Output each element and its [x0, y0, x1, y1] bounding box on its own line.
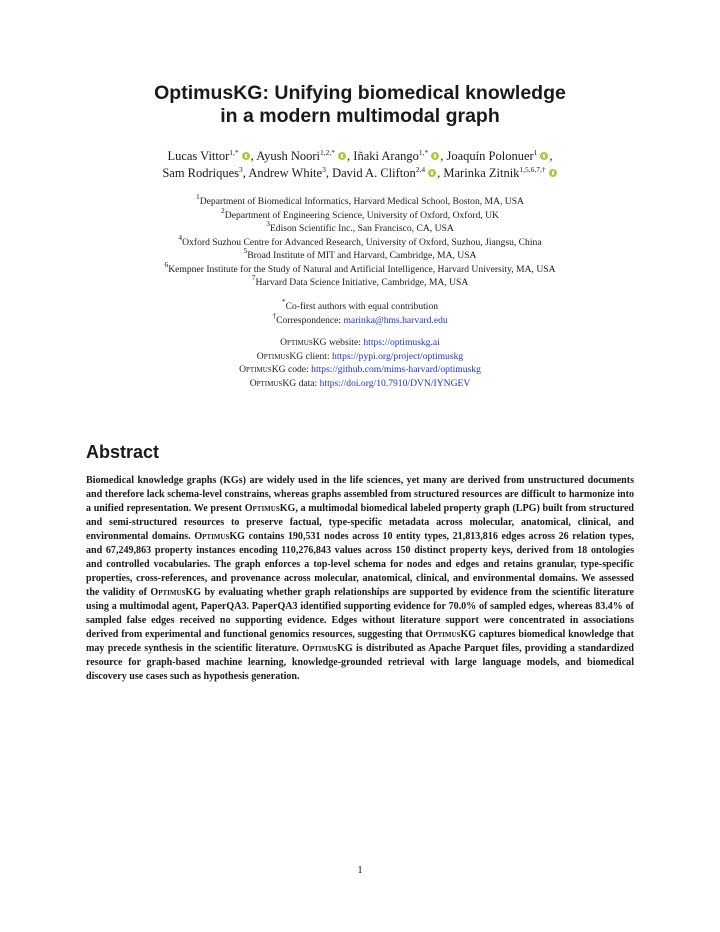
affiliation-list: [0, 192, 720, 290]
smallcaps-name: Optimus: [425, 629, 461, 640]
affiliation-text: Oxford Suzhou Centre for Advanced Research, University of Oxford, Suzhou, Jiangsu, China: [182, 236, 542, 248]
resource-url-link[interactable]: https://pypi.org/project/optimuskg: [332, 350, 464, 362]
author-separator: ,: [347, 149, 354, 163]
author-separator: ,: [440, 149, 447, 163]
author-separator: ,: [250, 149, 257, 163]
resource-link-row: [0, 377, 720, 391]
resource-link-row: [0, 363, 720, 377]
page-number: 1: [357, 864, 363, 876]
affiliation: [0, 205, 720, 223]
smallcaps-name: Optimus: [194, 531, 230, 542]
author-name: Sam Rodriques: [162, 166, 240, 180]
smallcaps-name: Optimus: [302, 643, 338, 654]
affiliation-number: 3: [266, 219, 270, 228]
affiliation-text: Harvard Data Science Initiative, Cambridge, MA, USA: [255, 277, 469, 288]
author-name: Andrew White: [248, 166, 323, 180]
text-run: KG captures biomedical knowledge that may precede synthesis in the scientific literature.: [86, 629, 634, 654]
affiliation-text: Kempner Institute for the Study of Natural and Artificial Intelligence, Harvard University, MA, USA: [168, 263, 556, 275]
affiliation-number: 4: [178, 232, 183, 242]
corr-mark: †: [272, 310, 277, 320]
author-affil-sup: 1,2,*: [320, 148, 336, 157]
affiliation-number: 6: [164, 259, 169, 269]
orcid-icon[interactable]: [431, 152, 439, 160]
orcid-icon[interactable]: [549, 169, 557, 177]
author-affil-sup: 1,*: [229, 148, 239, 157]
text-run: KG website:: [312, 337, 364, 348]
paper-title: [0, 82, 720, 128]
author-line: [0, 148, 720, 165]
resource-link-row: [0, 336, 720, 350]
author-separator: ,: [325, 166, 333, 180]
author-name: Ayush Noori: [256, 149, 321, 163]
affiliation-text: Department of Engineering Science, University of Oxford, Oxford, UK: [224, 209, 499, 221]
author-list: [0, 148, 720, 182]
corr-label: Correspondence:: [276, 314, 344, 326]
title-line-2: in a modern multimodal graph: [220, 105, 500, 127]
smallcaps-name: Optimus: [150, 587, 186, 598]
author-affil-sup: 1,*: [418, 148, 429, 157]
affiliation-text: Edison Scientific Inc., San Francisco, CA, USA: [269, 223, 454, 234]
text-run: KG contains 190,531 nodes across 10 entity types, 21,813,816 edges across 26 relation types, and 67,249,863 property instances encoding 110,276,843 values across 150 distinct property keys, derived from 18 ontologies and controlled vocabularies. The graph enforces a top-level schema for nodes and edges and retains granular, type-specific properties, cross-references, and provenance across molecular, anatomical, clinical, and environmental domains. We assessed the validity of: [86, 531, 635, 598]
title-line-1: OptimusKG: Unifying biomedical knowledge: [154, 82, 566, 104]
author-name: Lucas Vittor: [167, 149, 230, 163]
author-affil-sup: 3: [322, 165, 326, 174]
affiliation: [0, 219, 720, 236]
smallcaps-name: Optimus: [280, 337, 313, 348]
text-run: Biomedical knowledge graphs (KGs) are widely used in the life sciences, yet many are derived from unstructured documents and therefore lack schema-level constrains, whereas graphs assembled from structured resources are difficult to harmonize into a unified representation. We present: [86, 475, 634, 514]
smallcaps-name: Optimus: [239, 364, 272, 375]
text-run: KG by evaluating whether graph relationships are supported by evidence from the scientific literature using a multimodal agent, PaperQA3. PaperQA3 identified supporting evidence for 70.0% of sampled edges, whereas 83.4% of sampled false edges received no supporting evidence. Edges without literature support were concentrated in associations derived from experimental and functional genomics resources, suggesting that: [86, 587, 634, 640]
corr-email-link[interactable]: marinka@hms.harvard.edu: [343, 314, 448, 326]
cofirst-note: [0, 297, 720, 314]
author-name: Joaquín Polonuer: [446, 149, 534, 163]
resource-links: [0, 336, 720, 390]
author-separator: ,: [549, 149, 553, 163]
affiliation: [0, 259, 720, 277]
affiliation-text: Department of Biomedical Informatics, Harvard Medical School, Boston, MA, USA: [199, 196, 524, 207]
author-name: Iñaki Arango: [353, 149, 419, 163]
author-affil-sup: 2,4: [415, 165, 426, 174]
resource-url-link[interactable]: https://optimuskg.ai: [363, 337, 440, 348]
author-separator: ,: [437, 166, 444, 180]
affiliation-text: Broad Institute of MIT and Harvard, Cambridge, MA, USA: [247, 250, 477, 261]
text-run: KG data:: [282, 377, 320, 389]
affiliation: [0, 273, 720, 290]
affiliation-number: 1: [195, 192, 200, 201]
author-affil-sup: 1: [533, 148, 538, 157]
resource-url-link[interactable]: https://doi.org/10.7910/DVN/IYNGEV: [319, 377, 471, 389]
author-affil-sup: 1,5,6,7,†: [519, 165, 546, 174]
cofirst-text: Co-first authors with equal contribution: [285, 301, 439, 312]
affiliation: [0, 232, 720, 250]
resource-link-row: [0, 350, 720, 364]
cofirst-mark: *: [281, 297, 286, 306]
affiliation-number: 5: [243, 246, 248, 255]
author-notes: [0, 297, 720, 327]
affiliation: [0, 246, 720, 263]
orcid-icon[interactable]: [540, 152, 548, 160]
orcid-icon[interactable]: [242, 152, 250, 160]
affiliation: [0, 192, 720, 209]
author-separator: ,: [242, 166, 249, 180]
smallcaps-name: Optimus: [256, 350, 290, 362]
orcid-icon[interactable]: [338, 152, 346, 160]
abstract-heading: Abstract: [86, 442, 160, 462]
text-run: KG, a multimodal biomedical labeled property graph (LPG) built from structured and semi-structured resources to preserve factual, type-specific metadata across molecular, anatomical, clinical, and environmental domains.: [86, 503, 635, 542]
orcid-icon[interactable]: [428, 169, 436, 177]
affiliation-number: 2: [221, 205, 225, 215]
text-run: KG is distributed as Apache Parquet files, providing a standardized resource for graph-based machine learning, knowledge-grounded retrieval with large language models, and biomedical discovery use cases such as hypothesis generation.: [86, 643, 634, 682]
author-name: Marinka Zitnik: [443, 166, 520, 180]
affiliation-number: 7: [251, 273, 256, 282]
smallcaps-name: Optimus: [244, 503, 280, 514]
text-run: KG client:: [289, 350, 333, 362]
correspondence-note: [0, 310, 720, 328]
smallcaps-name: Optimus: [249, 377, 283, 389]
resource-url-link[interactable]: https://github.com/mims-harvard/optimuskg: [311, 364, 481, 375]
author-affil-sup: 3: [239, 165, 243, 174]
author-name: David A. Clifton: [332, 166, 416, 180]
author-line: [0, 165, 720, 182]
abstract-body: [86, 474, 634, 684]
text-run: KG code:: [271, 364, 312, 375]
